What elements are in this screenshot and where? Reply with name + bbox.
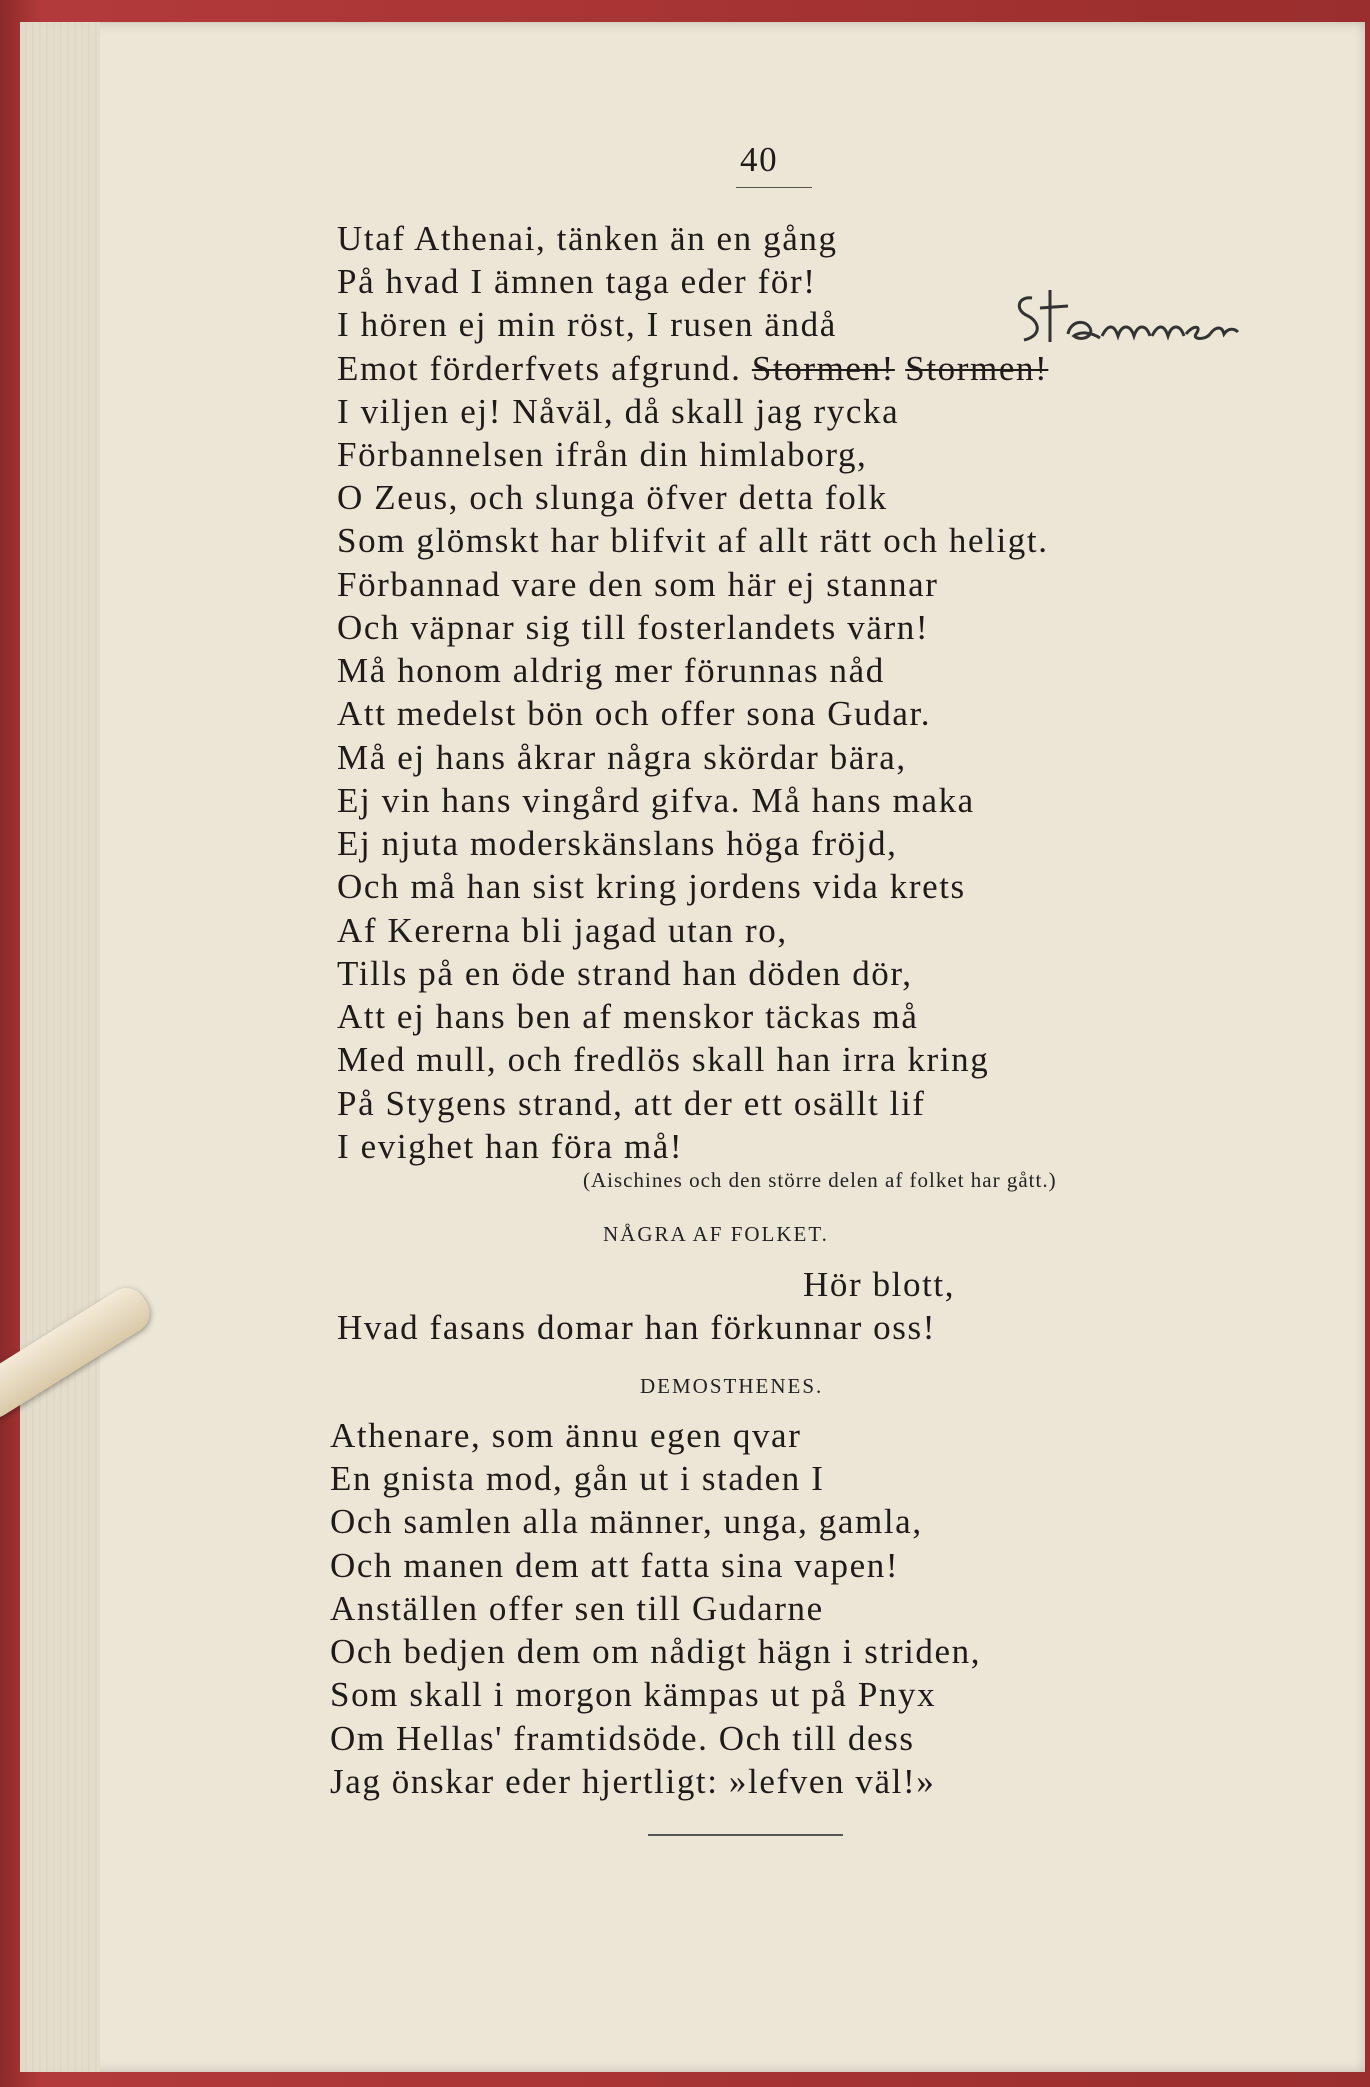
section-end-rule [648, 1834, 843, 1836]
verse-line: Athenare, som ännu egen qvar [330, 1416, 802, 1455]
verse-line: Ej vin hans vingård gifva. Må hans maka [337, 781, 975, 820]
speaker-heading: NÅGRA AF FOLKET. [603, 1222, 829, 1246]
struck-word: Stormen! [905, 349, 1049, 388]
verse-line: Och manen dem att fatta sina vapen! [330, 1546, 900, 1585]
verse-line: I evighet han föra må! [337, 1127, 684, 1166]
verse-line: Förbannad vare den som här ej stannar [337, 565, 939, 604]
page-number: 40 [740, 140, 779, 179]
verse-line: Att ej hans ben af menskor täckas må [337, 997, 919, 1036]
verse-line: På Stygens strand, att der ett osällt lif [337, 1084, 926, 1123]
verse-line: Utaf Athenai, tänken än en gång [337, 219, 838, 258]
verse-line: Om Hellas' framtidsöde. Och till dess [330, 1719, 915, 1758]
page-edges [20, 22, 100, 2072]
verse-line: Må honom aldrig mer förunnas nåd [337, 651, 885, 690]
speaker-heading: DEMOSTHENES. [640, 1374, 824, 1398]
show-through-text [1100, 210, 1320, 1810]
verse-line: Med mull, och fredlös skall han irra kring [337, 1040, 990, 1079]
verse-line: På hvad I ämnen taga eder för! [337, 262, 817, 301]
verse-line [337, 349, 1048, 389]
verse-line: Tills på en öde strand han döden dör, [337, 954, 913, 993]
verse-line: I viljen ej! Nåväl, då skall jag rycka [337, 392, 900, 431]
verse-line: O Zeus, och slunga öfver detta folk [337, 478, 888, 517]
verse-line: Må ej hans åkrar några skördar bära, [337, 738, 907, 777]
verse-line: Som glömskt har blifvit af allt rätt och heligt. [337, 521, 1049, 560]
verse-line-text: Emot förderfvets afgrund. [337, 349, 742, 388]
struck-word: Stormen! [751, 349, 895, 388]
handwritten-correction [1010, 284, 1240, 360]
verse-line: Och bedjen dem om nådigt hägn i striden, [330, 1632, 982, 1671]
verse-line: Och samlen alla männer, unga, gamla, [330, 1502, 923, 1541]
verse-line: Jag önskar eder hjertligt: »lefven väl!» [330, 1762, 936, 1801]
verse-line: Och väpnar sig till fosterlandets värn! [337, 608, 930, 647]
verse-line: Hvad fasans domar han förkunnar oss! [337, 1308, 936, 1347]
verse-line: I hören ej min röst, I rusen ändå [337, 305, 837, 344]
verse-line: Anställen offer sen till Gudarne [330, 1589, 824, 1628]
verse-line: Af Kererna bli jagad utan ro, [337, 911, 788, 950]
verse-line: Ej njuta moderskänslans höga fröjd, [337, 824, 898, 863]
verse-line: Förbannelsen ifrån din himlaborg, [337, 435, 868, 474]
verse-line: Som skall i morgon kämpas ut på Pnyx [330, 1675, 937, 1714]
page-number-rule [736, 187, 812, 188]
verse-line: Att medelst bön och offer sona Gudar. [337, 694, 932, 733]
verse-line: Hör blott, [803, 1265, 956, 1304]
verse-line: En gnista mod, gån ut i staden I [330, 1459, 825, 1498]
verse-line: Och må han sist kring jordens vida krets [337, 867, 966, 906]
stage-direction: (Aischines och den större delen af folket har gått.) [583, 1168, 1057, 1192]
